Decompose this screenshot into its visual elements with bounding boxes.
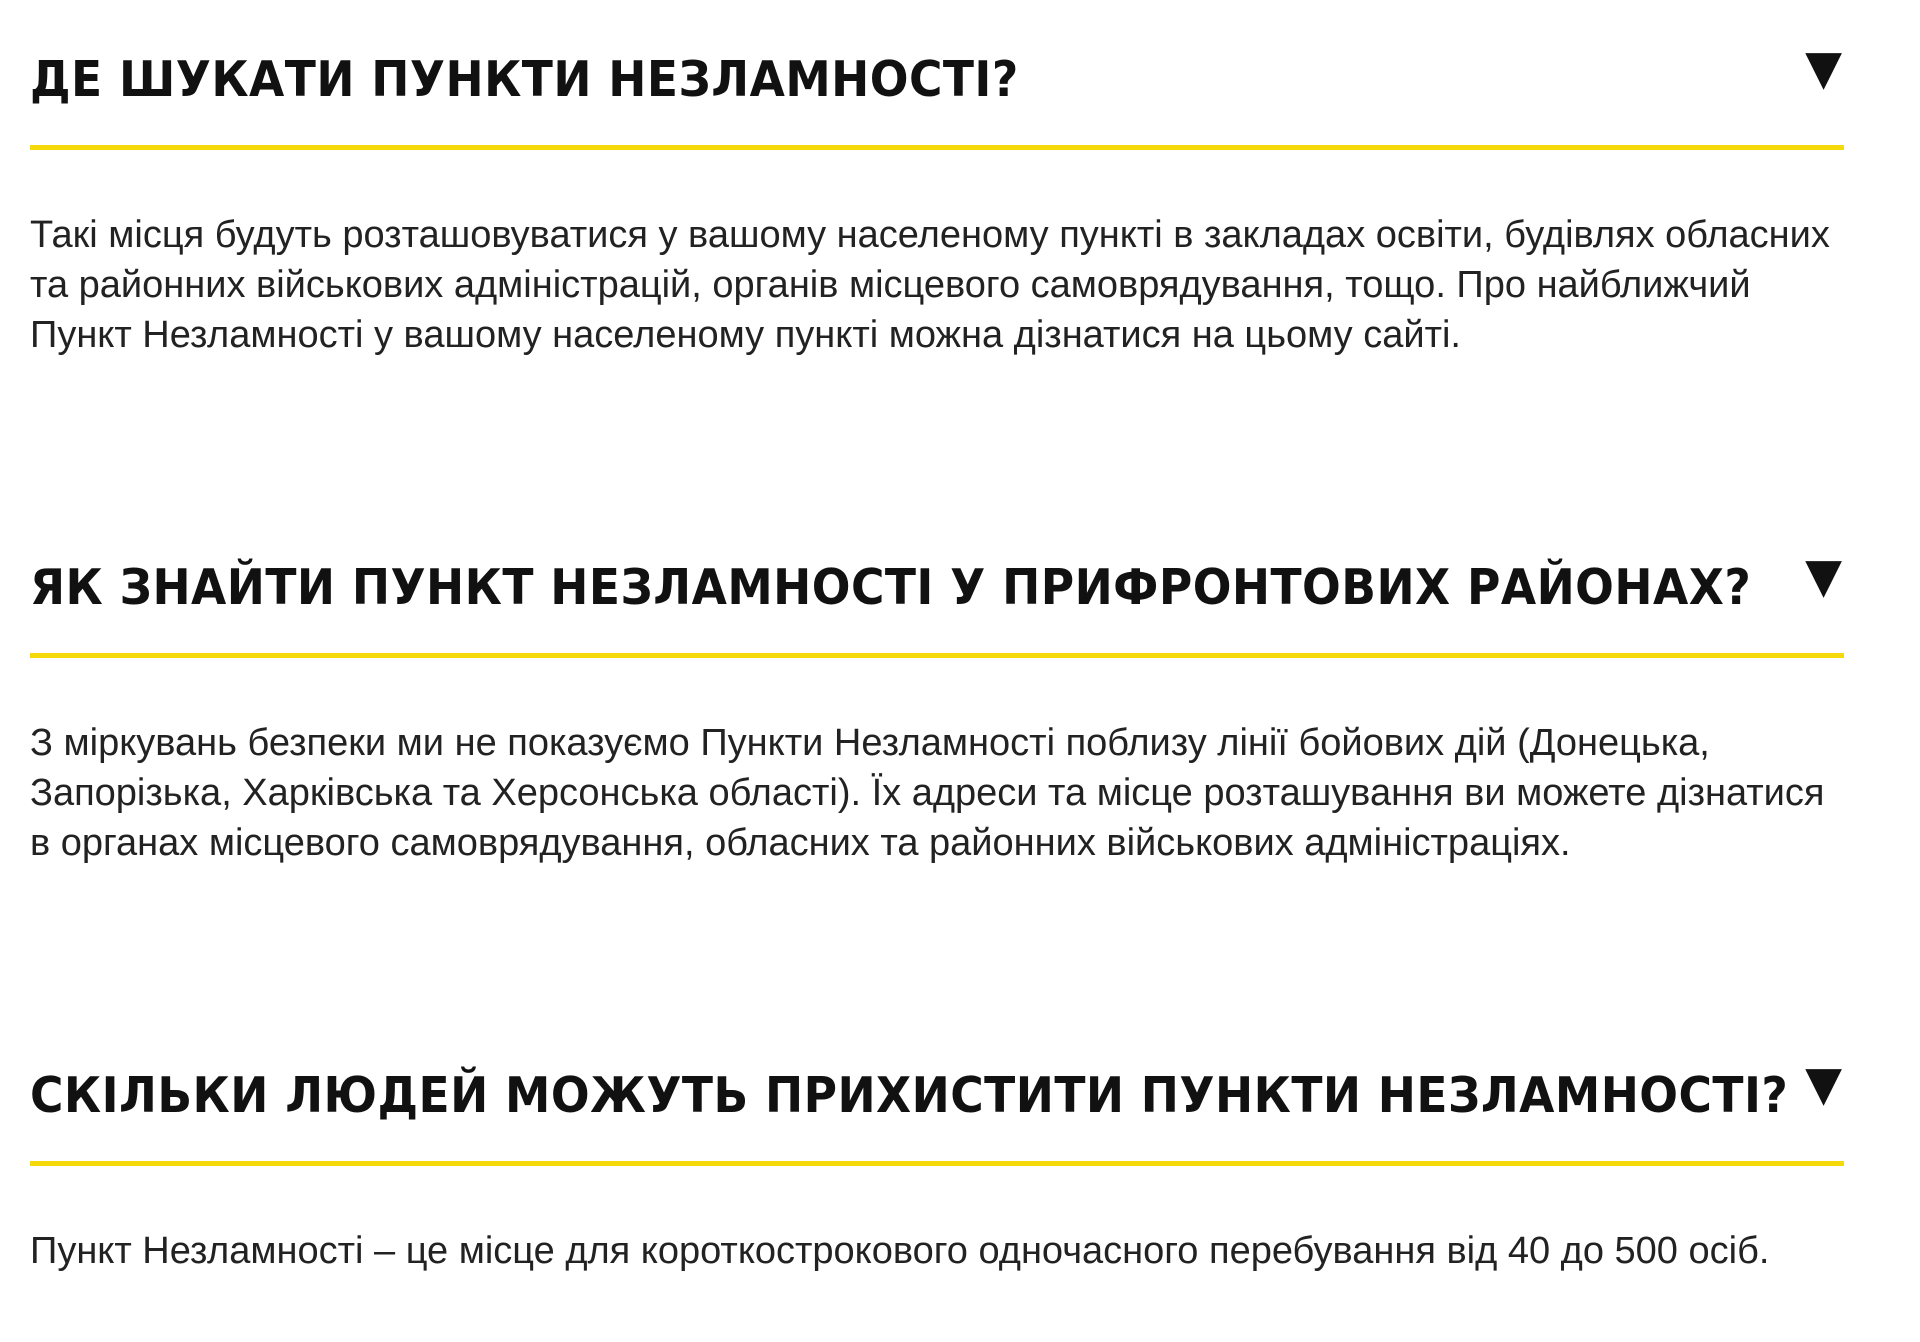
faq-question-header[interactable] [30, 508, 1844, 658]
yellow-divider [30, 653, 1844, 658]
yellow-divider [30, 1161, 1844, 1166]
faq-answer-text: Такі місця будуть розташовуватися у вашому населеному пункті в закладах освіти, будівлях обласних та районних військових адміністрацій, органів місцевого самоврядування, тощо. Про найближчий Пункт Незламності у вашому населеному пункті можна дізнатися на цьому сайті. [30, 214, 1830, 356]
faq-item-capacity [30, 1016, 1844, 1276]
faq-answer-text: З міркувань безпеки ми не показуємо Пункти Незламності поблизу лінії бойових дій (Донецька, Запорізька, Харківська та Херсонська області). Їх адреси та місце розташування ви можете дізнатися в органах місцевого самоврядування, обласних та районних військових адміністраціях. [30, 722, 1825, 864]
faq-item-frontline-districts [30, 508, 1844, 868]
yellow-divider [30, 145, 1844, 150]
faq-question-title: ЯК ЗНАЙТИ ПУНКТ НЕЗЛАМНОСТІ У ПРИФРОНТОВИХ РАЙОНАХ? [30, 559, 1752, 616]
faq-answer-text: Пункт Незламності – це місце для короткострокового одночасного перебування від 40 до 500 осіб. [30, 1230, 1770, 1272]
faq-item-where-to-find [30, 0, 1844, 360]
faq-question-header[interactable] [30, 1016, 1844, 1166]
faq-question-title: ДЕ ШУКАТИ ПУНКТИ НЕЗЛАМНОСТІ? [30, 51, 1019, 108]
faq-question-header[interactable] [30, 0, 1844, 150]
faq-question-title: СКІЛЬКИ ЛЮДЕЙ МОЖУТЬ ПРИХИСТИТИ ПУНКТИ НЕЗЛАМНОСТІ? [30, 1067, 1789, 1124]
chevron-down-icon[interactable]: ▼ [1805, 40, 1842, 96]
chevron-down-icon[interactable]: ▼ [1805, 1056, 1842, 1112]
chevron-down-icon[interactable]: ▼ [1805, 548, 1842, 604]
